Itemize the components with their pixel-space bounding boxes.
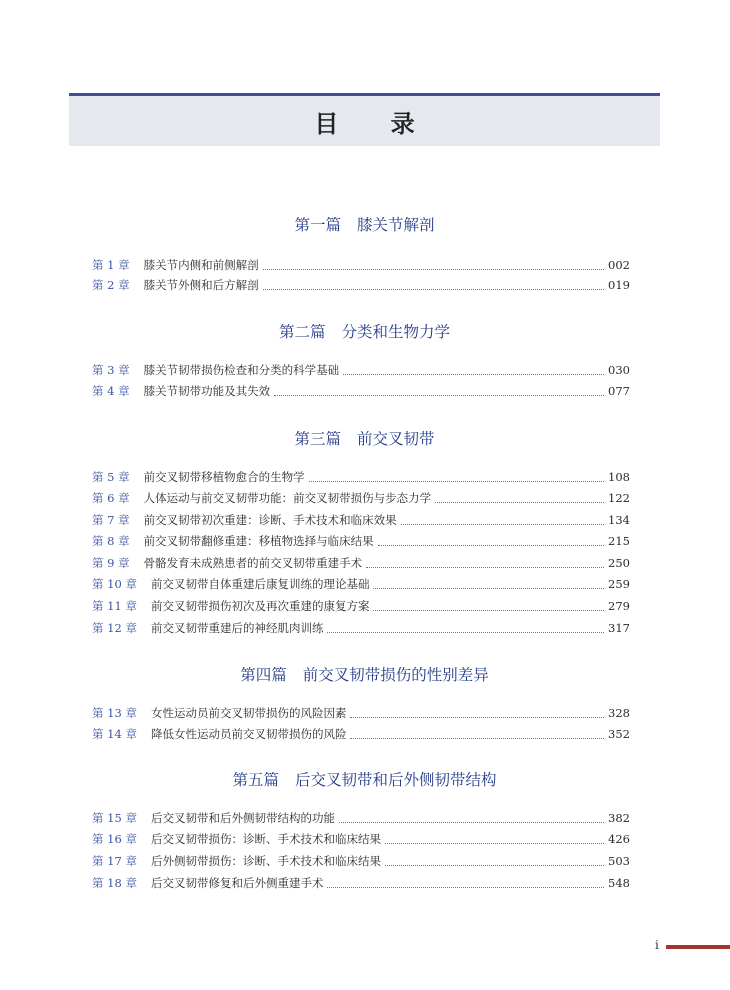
page-number: 328 [608,706,630,720]
toc-entry[interactable] [92,468,630,486]
leader-dots [274,386,604,396]
page-number: 019 [608,278,630,292]
page-number: 002 [608,258,630,272]
part-label: 第二篇 [278,323,326,341]
toc-entry[interactable] [92,489,630,507]
chapter-number: 第 16 章 [92,832,137,846]
chapter-title: 膝关节外侧和后方解剖 [143,278,259,292]
toc-entry[interactable] [92,704,630,722]
part-label: 第一篇 [294,216,341,234]
part-heading-4 [69,663,660,685]
part-heading-2 [69,320,660,342]
toc-entry[interactable] [92,809,630,827]
page-number: 548 [608,876,630,890]
page-number: 030 [608,363,630,377]
part-heading-3 [69,427,660,449]
chapter-title: 降低女性运动员前交叉韧带损伤的风险 [150,727,347,741]
chapter-title: 前交叉韧带初次重建：诊断、手术技术和临床效果 [143,513,397,527]
toc-entry[interactable] [92,382,630,400]
chapter-number: 第 14 章 [92,727,137,741]
chapter-number: 第 15 章 [92,811,137,825]
toc-entry[interactable] [92,554,630,572]
chapter-number: 第 6 章 [92,491,130,505]
toc-title-band [69,93,660,146]
page-number: 259 [608,577,630,591]
chapter-number: 第 4 章 [92,384,130,398]
part-heading-5 [69,768,660,790]
page-number: 426 [608,832,630,846]
toc-entry[interactable] [92,511,630,529]
page-title: 目 录 [314,109,437,138]
chapter-title: 前交叉韧带移植物愈合的生物学 [143,470,305,484]
chapter-title: 膝关节韧带功能及其失效 [143,384,271,398]
leader-dots [373,579,604,589]
chapter-title: 人体运动与前交叉韧带功能：前交叉韧带损伤与步态力学 [143,491,432,505]
leader-dots [385,834,604,844]
leader-dots [366,558,604,568]
leader-dots [327,878,604,888]
page-number: 382 [608,811,630,825]
page-number: 215 [608,534,630,548]
part-name: 后交叉韧带和后外侧韧带结构 [295,771,497,789]
leader-dots [309,472,604,482]
chapter-number: 第 12 章 [92,621,137,635]
leader-dots [401,515,604,525]
chapter-title: 后交叉韧带损伤：诊断、手术技术和临床结果 [150,832,381,846]
page-number: 134 [608,513,630,527]
chapter-title: 骨骼发育未成熟患者的前交叉韧带重建手术 [143,556,363,570]
toc-entry[interactable] [92,276,630,294]
part-name: 前交叉韧带 [357,430,435,448]
toc-entry[interactable] [92,852,630,870]
toc-entry[interactable] [92,256,630,274]
part-label: 第四篇 [240,666,287,684]
chapter-title: 膝关节内侧和前侧解剖 [143,258,259,272]
leader-dots [263,260,604,270]
chapter-number: 第 1 章 [92,258,130,272]
chapter-number: 第 9 章 [92,556,130,570]
chapter-number: 第 11 章 [92,599,137,613]
chapter-number: 第 2 章 [92,278,130,292]
leader-dots [343,365,604,375]
chapter-title: 前交叉韧带自体重建后康复训练的理论基础 [150,577,370,591]
chapter-title: 后交叉韧带修复和后外侧重建手术 [150,876,324,890]
leader-dots [435,493,604,503]
leader-dots [350,729,604,739]
part-name: 膝关节解剖 [357,216,435,234]
chapter-title: 后交叉韧带和后外侧韧带结构的功能 [150,811,335,825]
part-heading-1 [69,213,660,235]
leader-dots [339,813,604,823]
part-name: 分类和生物力学 [341,323,451,341]
chapter-number: 第 8 章 [92,534,130,548]
chapter-number: 第 10 章 [92,577,137,591]
toc-entry[interactable] [92,725,630,743]
toc-entry[interactable] [92,597,630,615]
toc-entry[interactable] [92,532,630,550]
page-number: 077 [608,384,630,398]
chapter-number: 第 7 章 [92,513,130,527]
part-name: 前交叉韧带损伤的性别差异 [302,666,489,684]
chapter-title: 前交叉韧带损伤初次及再次重建的康复方案 [150,599,370,613]
toc-entry[interactable] [92,575,630,593]
part-label: 第三篇 [294,430,341,448]
page-folio: i [655,938,659,952]
chapter-number: 第 5 章 [92,470,130,484]
chapter-title: 女性运动员前交叉韧带损伤的风险因素 [150,706,347,720]
chapter-number: 第 3 章 [92,363,130,377]
leader-dots [327,623,604,633]
page-number: 317 [608,621,630,635]
leader-dots [385,856,604,866]
leader-dots [263,280,604,290]
toc-entry[interactable] [92,874,630,892]
chapter-title: 膝关节韧带损伤检查和分类的科学基础 [143,363,340,377]
page-number: 250 [608,556,630,570]
page-number: 352 [608,727,630,741]
toc-entry[interactable] [92,361,630,379]
toc-entry[interactable] [92,830,630,848]
page-number: 279 [608,599,630,613]
chapter-title: 前交叉韧带重建后的神经肌肉训练 [150,621,324,635]
chapter-title: 前交叉韧带翻修重建：移植物选择与临床结果 [143,534,374,548]
page-number: 122 [608,491,630,505]
folio-accent-bar [666,945,730,949]
toc-entry[interactable] [92,619,630,637]
leader-dots [378,536,604,546]
chapter-number: 第 13 章 [92,706,137,720]
chapter-number: 第 17 章 [92,854,137,868]
chapter-title: 后外侧韧带损伤：诊断、手术技术和临床结果 [150,854,381,868]
chapter-number: 第 18 章 [92,876,137,890]
leader-dots [350,708,604,718]
page-number: 503 [608,854,630,868]
page-number: 108 [608,470,630,484]
leader-dots [373,601,604,611]
part-label: 第五篇 [232,771,279,789]
